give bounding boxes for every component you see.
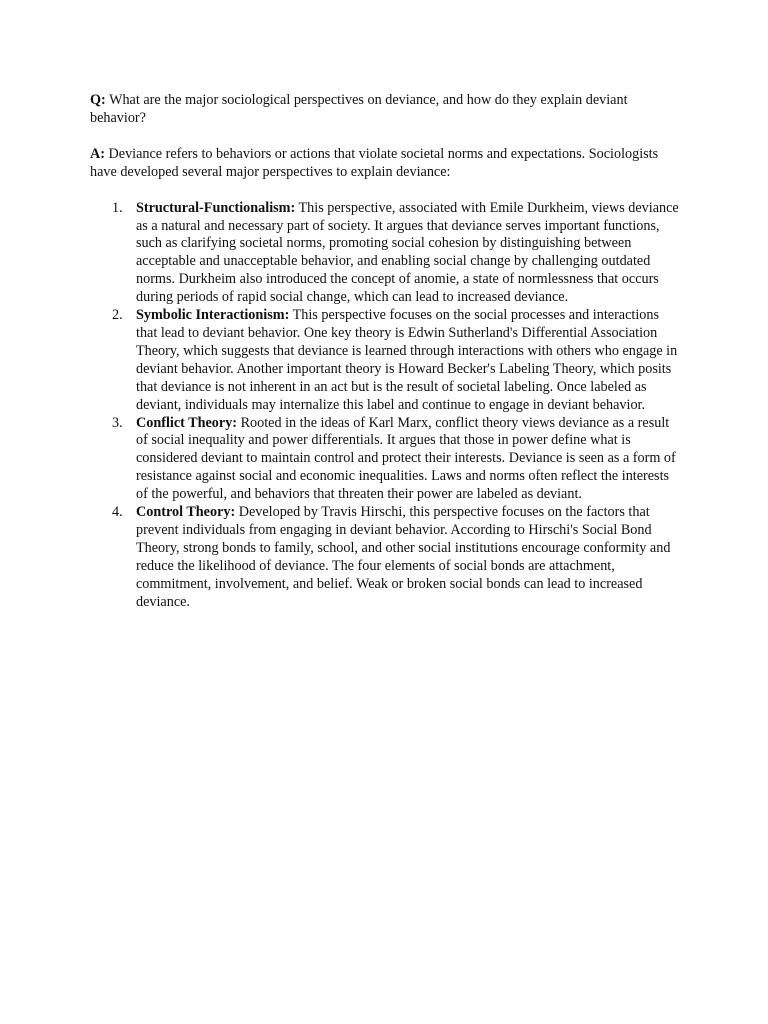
answer-intro: Deviance refers to behaviors or actions that violate societal norms and expectations. Sociologists have developed several major perspectives to explain deviance:	[90, 145, 659, 180]
list-item-term: Symbolic Interactionism:	[136, 307, 290, 324]
question-label: Q:	[90, 92, 106, 108]
list-item-structural-functionalism	[90, 200, 682, 307]
question-paragraph	[90, 92, 682, 128]
answer-label: A:	[90, 145, 105, 162]
list-item-text: Developed by Travis Hirschi, this perspective focuses on the factors that prevent individuals from engaging in deviant behavior. According to Hirschi's Social Bond Theory, strong bonds to family, school, and other social institutions encourage conformity and reduce the likelihood of deviance. The four elements of social bonds are attachment, commitment, involvement, and belief. Weak or broken social bonds can lead to increased deviance.	[136, 504, 671, 610]
list-item-number: 4.	[112, 504, 123, 521]
list-item-control-theory	[90, 504, 682, 611]
list-item-number: 3.	[112, 414, 123, 431]
list-item-term: Conflict Theory:	[136, 414, 238, 431]
list-item-number: 2.	[112, 307, 123, 324]
list-item-term: Structural-Functionalism:	[136, 199, 296, 216]
list-item-text: Rooted in the ideas of Karl Marx, conflict theory views deviance as a result of social inequality and power differentials. It argues that those in power define what is considered deviant to maintain control and protect their interests. Deviance is seen as a form of resistance against social and economic inequalities. Laws and norms often reflect the interests of the powerful, and behaviors that threaten their power are labeled as deviant.	[136, 414, 676, 503]
list-item-number: 1.	[112, 199, 123, 216]
list-item-term: Control Theory:	[136, 504, 236, 521]
document-page	[90, 92, 682, 611]
list-item-text: This perspective, associated with Emile Durkheim, views deviance as a natural and necessary part of society. It argues that deviance serves important functions, such as clarifying societal norms, promoting social cohesion by distinguishing between acceptable and unacceptable behavior, and enabling social change by challenging outdated norms. Durkheim also introduced the concept of anomie, a state of normlessness that occurs during periods of rapid social change, which can lead to increased deviance.	[136, 199, 679, 306]
answer-paragraph	[90, 146, 682, 182]
perspectives-list	[90, 200, 682, 612]
list-item-symbolic-interactionism	[90, 307, 682, 414]
list-item-conflict-theory	[90, 415, 682, 505]
question-text: What are the major sociological perspectives on deviance, and how do they explain deviant behavior?	[90, 92, 628, 126]
list-item-text: This perspective focuses on the social processes and interactions that lead to deviant behavior. One key theory is Edwin Sutherland's Differential Association Theory, which suggests that deviance is learned through interactions with others who engage in deviant behavior. Another important theory is Howard Becker's Labeling Theory, which posits that deviance is not inherent in an act but is the result of societal labeling. Once labeled as deviant, individuals may internalize this label and continue to engage in deviant behavior.	[136, 307, 678, 413]
